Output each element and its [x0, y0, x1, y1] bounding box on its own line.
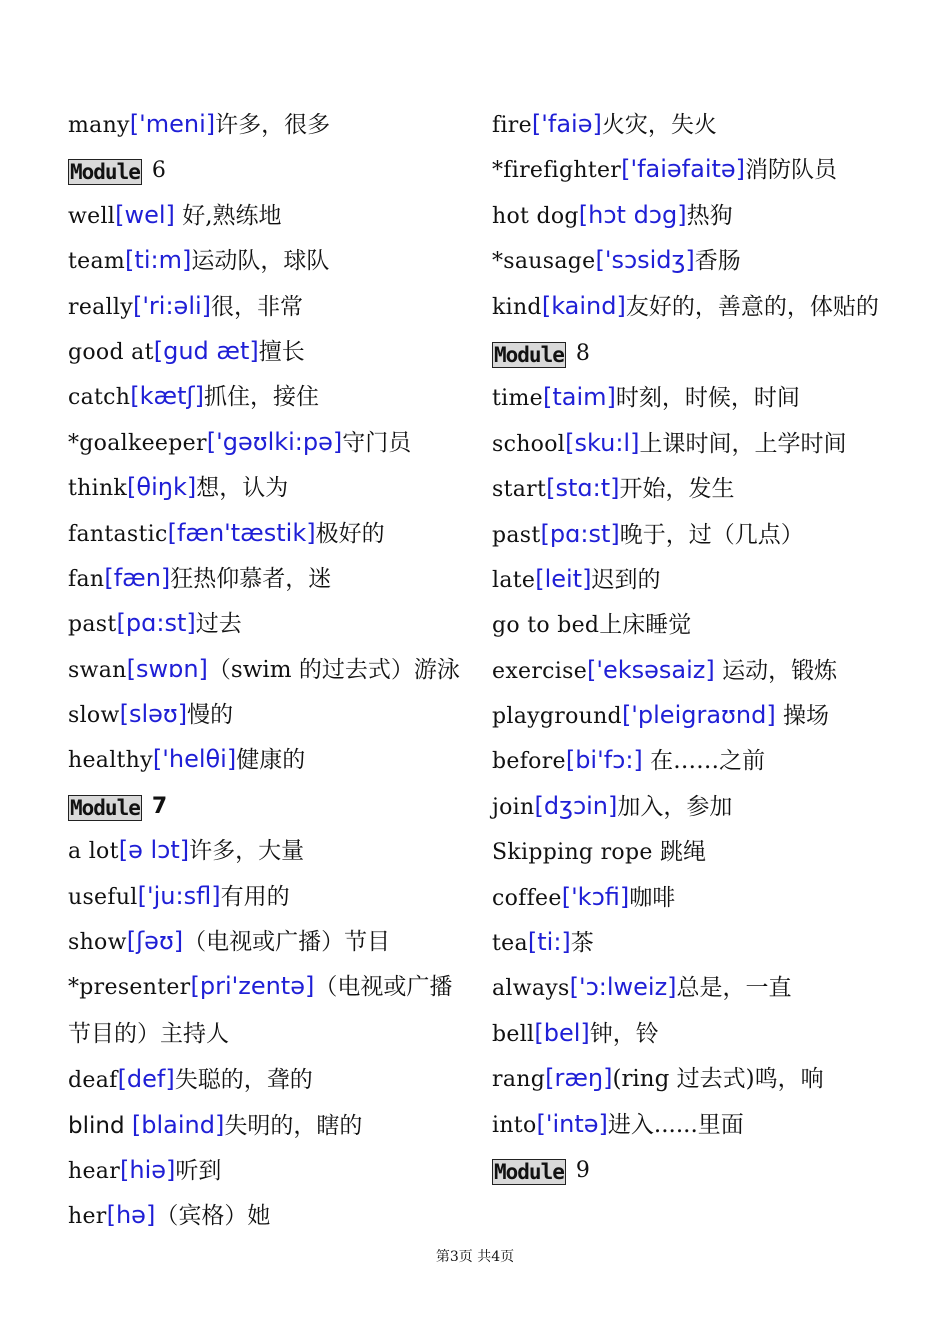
vocab-meaning: 好,熟练地 — [174, 202, 282, 229]
vocab-meaning: 运动，锻炼 — [714, 657, 838, 684]
vocab-word: late — [492, 567, 536, 593]
vocab-word: past — [68, 612, 117, 638]
vocab-phonetic: [blaind] — [131, 1110, 225, 1139]
vocab-phonetic: [fæn'tæstik] — [167, 518, 316, 547]
vocab-entry — [68, 1193, 468, 1238]
vocab-meaning: （宾格）她 — [155, 1203, 271, 1230]
vocab-entry — [68, 511, 468, 556]
vocab-phonetic: [leit] — [535, 564, 592, 593]
vocab-entry — [492, 1102, 912, 1147]
vocab-meaning: 进入......里面 — [607, 1111, 744, 1138]
vocab-word: well — [68, 203, 116, 229]
vocab-entry — [492, 421, 912, 466]
vocab-entry — [68, 1057, 468, 1102]
vocab-meaning: 开始，发生 — [619, 476, 735, 503]
vocab-phonetic: [ræŋ] — [545, 1064, 613, 1093]
vocab-word: show — [68, 930, 127, 956]
vocab-meaning: 友好的，善意的，体贴的 — [625, 293, 879, 320]
module-label: Module — [70, 795, 140, 820]
vocab-meaning: （电视或广播节目的）主持人 — [68, 974, 453, 1047]
vocab-entry — [68, 1148, 468, 1193]
vocab-word: team — [68, 249, 126, 275]
vocab-phonetic: ['faiə] — [531, 110, 602, 138]
vocab-meaning: 守门员 — [342, 429, 412, 456]
vocab-word: useful — [68, 884, 138, 910]
vocab-phonetic: [pɑ:st] — [540, 519, 620, 548]
vocab-entry — [68, 284, 468, 329]
vocab-meaning: 茶 — [570, 930, 594, 957]
vocab-entry — [492, 738, 912, 783]
vocab-meaning: 抓住，接住 — [203, 384, 319, 411]
vocab-phonetic: ['faiəfaitə] — [621, 155, 746, 184]
vocab-meaning: 许多，大量 — [189, 838, 305, 865]
vocab-word: bell — [492, 1021, 535, 1047]
vocab-entry — [492, 557, 912, 602]
vocab-word: deaf — [68, 1068, 118, 1094]
vocab-entry — [492, 965, 912, 1010]
vocab-word: hear — [68, 1159, 121, 1185]
vocab-entry — [492, 875, 912, 920]
module-heading — [68, 783, 468, 828]
vocab-entry — [492, 284, 912, 330]
vocab-entry — [68, 556, 468, 601]
vocab-meaning: 总是，一直 — [676, 975, 792, 1002]
vocab-phonetic: [ti:m] — [125, 246, 192, 275]
vocab-meaning: 过去 — [195, 611, 242, 638]
vocab-meaning: 迟到的 — [591, 566, 661, 593]
vocab-word: Skipping rope — [492, 840, 660, 866]
vocab-meaning: 时刻，时候，时间 — [615, 385, 800, 412]
vocab-meaning: 上课时间，上学时间 — [639, 430, 847, 457]
vocab-phonetic: [bel] — [534, 1018, 590, 1047]
vocab-phonetic: [kætʃ] — [130, 382, 204, 411]
vocab-phonetic: ['kɔfi] — [561, 882, 630, 911]
vocab-entry — [492, 147, 912, 192]
vocab-phonetic: [bi'fɔ:] — [565, 746, 643, 775]
vocab-word: her — [68, 1204, 107, 1230]
vocab-meaning: 加入，参加 — [617, 793, 733, 820]
page-footer: 第3页 共4页 — [435, 1249, 515, 1265]
vocab-meaning: 上床睡觉 — [599, 612, 692, 639]
vocab-entry — [68, 964, 468, 1057]
vocab-meaning: 狂热仰慕者，迷 — [170, 565, 332, 592]
vocab-entry — [492, 784, 912, 829]
vocab-phonetic: ['ju:sfl] — [137, 881, 221, 910]
vocab-entry — [68, 238, 468, 283]
vocab-word: playground — [492, 704, 622, 730]
vocab-entry — [492, 375, 912, 420]
vocab-entry — [492, 693, 912, 738]
vocab-word: tea — [492, 931, 528, 957]
vocab-entry — [492, 648, 912, 693]
vocab-phonetic: ['gəʊlki:pə] — [206, 427, 343, 456]
vocab-entry — [68, 193, 468, 238]
vocab-meaning: 失明的，瞎的 — [224, 1112, 363, 1139]
module-label: Module — [494, 1159, 564, 1184]
vocab-meaning: 火灾，失火 — [601, 112, 717, 138]
vocab-word: many — [68, 113, 130, 138]
vocab-word: good at — [68, 339, 154, 365]
vocab-meaning: 擅长 — [258, 338, 305, 365]
vocab-word: rang — [492, 1067, 546, 1093]
vocab-meaning: 极好的 — [315, 520, 385, 547]
vocab-entry — [492, 1056, 912, 1101]
module-number: 8 — [575, 340, 590, 366]
vocab-phonetic: [kaind] — [541, 291, 626, 320]
vocab-entry — [68, 919, 468, 964]
module-heading — [492, 330, 912, 375]
vocab-entry — [492, 102, 912, 147]
vocab-entry — [68, 737, 468, 782]
vocab-word: fantastic — [68, 521, 168, 547]
vocab-word: coffee — [492, 885, 562, 911]
vocab-phonetic: [ʃəʊ] — [126, 927, 184, 956]
vocab-meaning: 有用的 — [220, 883, 290, 910]
vocab-word: exercise — [492, 658, 588, 684]
vocab-phonetic: [θiŋk] — [127, 473, 197, 502]
vocab-word: *sausage — [492, 249, 596, 275]
vocab-entry — [492, 238, 912, 283]
vocab-meaning: 许多，很多 — [215, 112, 331, 138]
vocab-meaning: 想，认为 — [196, 475, 289, 502]
vocab-entry — [492, 512, 912, 557]
vocab-phonetic: [ə lɔt] — [118, 836, 190, 865]
vocab-word: really — [68, 294, 133, 320]
vocab-phonetic: [hiə] — [120, 1156, 176, 1185]
vocab-word: fan — [68, 566, 105, 592]
vocab-word: time — [492, 386, 543, 412]
vocab-entry — [68, 1103, 468, 1148]
vocab-meaning: 在……之前 — [642, 748, 766, 775]
vocab-phonetic: [def] — [117, 1065, 175, 1094]
vocab-phonetic: [sku:l] — [565, 428, 640, 457]
vocab-word: a lot — [68, 839, 119, 865]
vocab-meaning: 香肠 — [694, 248, 741, 275]
vocab-phonetic: ['pleigraʊnd] — [621, 701, 776, 730]
vocab-phonetic: [sləʊ] — [119, 700, 188, 729]
vocab-meaning: 慢的 — [187, 702, 234, 729]
vocab-meaning: 消防队员 — [745, 157, 838, 184]
vocab-entry — [68, 329, 468, 374]
vocab-entry — [68, 465, 468, 510]
vocab-entry — [68, 102, 468, 147]
vocab-phonetic: ['meni] — [129, 110, 216, 138]
vocab-meaning: 钟，铃 — [589, 1020, 659, 1047]
right-column — [492, 102, 912, 1192]
vocab-entry — [492, 193, 912, 238]
vocab-word: past — [492, 522, 541, 548]
vocab-word: think — [68, 476, 128, 502]
module-number: 6 — [151, 158, 166, 184]
vocab-word: slow — [68, 703, 120, 729]
vocab-word: hot dog — [492, 203, 579, 229]
vocab-phonetic: ['helθi] — [152, 745, 237, 774]
vocab-phonetic: ['ri:əli] — [132, 291, 212, 320]
vocab-meaning: （电视或广播）节目 — [183, 929, 391, 956]
vocab-meaning: 晚于，过（几点） — [619, 521, 804, 548]
vocab-meaning: 热狗 — [686, 202, 733, 229]
module-number: 9 — [575, 1158, 590, 1183]
module-heading — [68, 147, 468, 192]
module-label: Module — [70, 160, 140, 185]
vocab-meaning: 运动队，球队 — [191, 248, 330, 275]
left-column — [68, 102, 468, 1239]
vocab-word: catch — [68, 385, 131, 411]
vocab-word: join — [492, 794, 535, 820]
vocab-word: *goalkeeper — [68, 430, 207, 456]
vocab-entry — [492, 602, 912, 647]
vocab-phonetic: [dʒɔin] — [534, 791, 618, 820]
module-label: Module — [494, 342, 564, 367]
vocab-phonetic: ['sɔsidʒ] — [595, 246, 695, 275]
vocab-phonetic: ['intə] — [536, 1109, 608, 1138]
vocab-entry — [492, 920, 912, 965]
vocab-word: start — [492, 477, 547, 503]
vocab-entry — [68, 374, 468, 419]
vocab-phonetic: [pri'zentə] — [190, 972, 315, 1001]
vocab-entry — [492, 466, 912, 511]
vocab-entry — [68, 647, 468, 692]
vocab-phonetic: [fæn] — [104, 563, 171, 592]
vocab-meaning: 很，非常 — [211, 293, 304, 320]
vocab-phonetic: [swɒn] — [126, 654, 208, 683]
vocab-phonetic: [stɑ:t] — [546, 474, 620, 503]
vocab-meaning: 健康的 — [236, 747, 306, 774]
vocab-word: *firefighter — [492, 158, 622, 184]
vocab-entry — [68, 828, 468, 873]
vocab-entry — [492, 1011, 912, 1056]
vocab-word: *presenter — [68, 975, 191, 1001]
vocab-meaning: (ring 过去式)鸣，响 — [612, 1066, 824, 1093]
module-number: 7 — [151, 793, 168, 819]
vocab-meaning: （swim 的过去式）游泳 — [207, 656, 460, 683]
vocab-phonetic: ['eksəsaiz] — [587, 655, 715, 684]
vocab-entry — [68, 874, 468, 919]
vocab-entry — [492, 829, 912, 874]
vocab-word: before — [492, 749, 566, 775]
vocab-phonetic: ['ɔ:lweiz] — [569, 973, 677, 1002]
vocab-phonetic: [taim] — [542, 383, 616, 412]
vocab-phonetic: [pɑ:st] — [116, 609, 196, 638]
vocab-entry — [68, 601, 468, 646]
vocab-entry — [68, 692, 468, 737]
vocab-meaning: 失聪的，聋的 — [174, 1067, 313, 1094]
vocab-word: fire — [492, 113, 532, 138]
vocab-word: blind — [68, 1112, 132, 1139]
vocab-word: always — [492, 976, 570, 1002]
module-heading — [492, 1147, 912, 1192]
vocab-meaning: 听到 — [175, 1158, 222, 1185]
vocab-word: healthy — [68, 748, 153, 774]
vocab-meaning: 咖啡 — [629, 884, 676, 911]
vocab-word: go to bed — [492, 613, 600, 639]
vocab-phonetic: [hə] — [106, 1201, 156, 1230]
vocab-meaning: 跳绳 — [659, 839, 706, 866]
vocab-word: kind — [492, 294, 542, 320]
vocab-phonetic: [gud æt] — [153, 336, 259, 365]
vocab-phonetic: [ti:] — [527, 928, 571, 957]
vocab-word: school — [492, 431, 566, 457]
vocab-entry — [68, 420, 468, 465]
vocab-word: into — [492, 1112, 537, 1138]
vocab-word: swan — [68, 657, 127, 683]
vocab-phonetic: [hɔt dɔg] — [578, 200, 687, 229]
vocab-meaning: 操场 — [775, 703, 829, 730]
vocab-phonetic: [wel] — [115, 200, 175, 229]
